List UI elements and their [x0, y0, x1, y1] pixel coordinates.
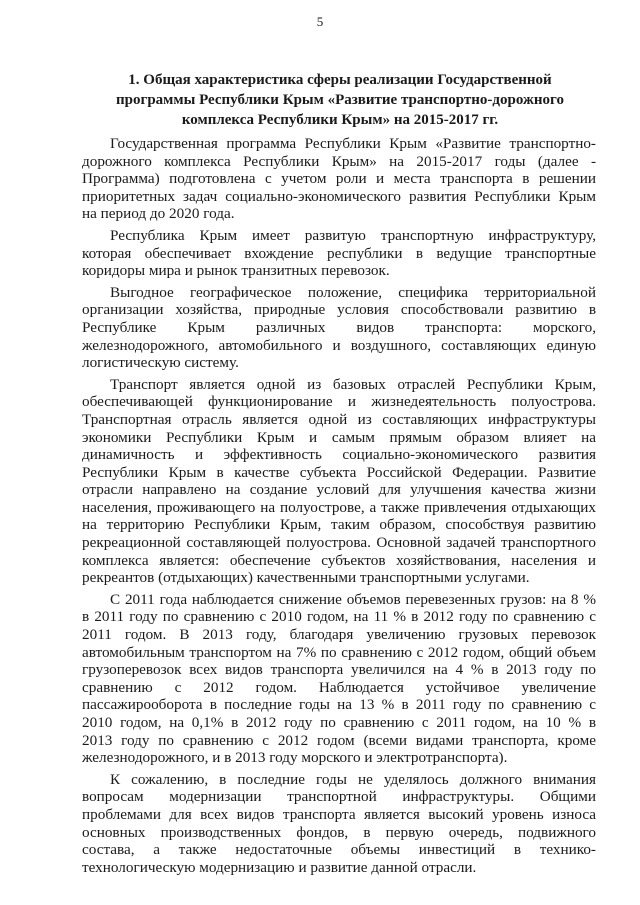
text-line: вопросам модернизации транспортной инфраструктуры. Общими [82, 788, 596, 806]
text-line: дорожного комплекса Республики Крым» на 2015-2017 годы (далее - [82, 152, 596, 170]
text-line: на период до 2020 года. [82, 205, 235, 223]
heading-line: 1. Общая характеристика сферы реализации Государственной [128, 72, 552, 88]
text-line: приоритетных задач социально-экономического развития Республики Крым [82, 187, 596, 205]
paragraph-geography [82, 284, 596, 372]
text-line: 2010 годом, на 0,1% в 2012 году по сравнению с 2011 годом, на 10 % в [82, 714, 596, 731]
paragraph-infrastructure [82, 227, 596, 280]
text-line: рекреационной составляющей полуострова. Основной задачей транспортного [82, 534, 596, 552]
text-line: Республики Крым в качестве субъекта Российской Федерации. Развитие [82, 463, 596, 481]
text-line: рекреантов (отдыхающих) качественными транспортными услугами. [82, 569, 530, 587]
text-line: населения, проживающего на полуострове, а также привлечения отдыхающих [82, 498, 596, 516]
text-line: состава, а также недостаточные объемы инвестиций в технико- [82, 841, 596, 859]
text-line: Выгодное географическое положение, специфика территориальной [110, 283, 596, 301]
text-line: технологическую модернизацию и развитие данной отрасли. [82, 858, 477, 876]
text-line: на территорию Республики Крым, таким образом, способствуя развитию [82, 516, 596, 534]
document-body [82, 135, 596, 880]
text-line: сравнению с 2012 годом. Наблюдается устойчивое увеличение [82, 678, 596, 696]
text-line: коридоры мира и рынок транзитных перевозок. [82, 262, 390, 280]
text-line: 2013 году по сравнению с 2012 годом (всеми видами транспорта, кроме [82, 731, 596, 749]
text-line: обеспечивающей функционирование и жизнедеятельность полуострова. [82, 393, 596, 411]
text-line: Транспорт является одной из базовых отраслей Республики Крым, [110, 375, 596, 393]
text-line: организации хозяйства, природные условия способствовали развитию в [82, 301, 596, 319]
text-line: 2011 годом. В 2013 году, благодаря увеличению грузовых перевозок [82, 626, 596, 644]
text-line: автомобильным транспортом на 7% по сравнению с 2012 годом, общий объем [82, 643, 596, 661]
paragraph-transport-sector [82, 376, 596, 587]
heading-line: программы Республики Крым «Развитие транспортно-дорожного [116, 92, 564, 108]
text-line: Республика Крым имеет развитую транспортную инфраструктуру, [110, 226, 596, 244]
heading-line: комплекса Республики Крым» на 2015-2017 гг. [181, 112, 499, 128]
text-line: динамичность и эффективность социально-экономического развития [82, 446, 596, 464]
text-line: пассажирооборота в последние годы на 13 % в 2011 году по сравнению с [82, 696, 596, 714]
text-line: Республике Крым различных видов транспорта: морского, [82, 318, 596, 336]
text-line: которая обеспечивает вхождение республики в ведущие транспортные [82, 244, 596, 262]
text-line: грузоперевозок всех видов транспорта увеличился на 4 % в 2013 году по [82, 661, 596, 679]
paragraph-freight-statistics [82, 591, 596, 767]
text-line: Государственная программа Республики Крым «Развитие транспортно- [110, 135, 596, 152]
text-line: железнодорожного, автомобильного и воздушного, составляющих единую [82, 336, 596, 354]
text-line: логистическую систему. [82, 354, 239, 372]
text-line: в 2011 году по сравнению с 2010 годом, на 11 % в 2012 году по сравнению с [82, 608, 596, 626]
text-line: Транспортная отрасль является одной из составляющих инфраструктуры [82, 410, 596, 428]
text-line: комплекса является: обеспечение субъектов хозяйствования, населения и [82, 551, 596, 569]
text-line: отрасли направлено на создание условий для улучшения качества жизни [82, 481, 596, 499]
text-line: железнодорожного, и в 2013 году морского и электротранспорта). [82, 749, 508, 767]
text-line: С 2011 года наблюдается снижение объемов перевезенных грузов: на 8 % [110, 590, 596, 608]
paragraph-program-overview [82, 135, 596, 223]
paragraph-modernization-problems [82, 771, 596, 877]
section-heading [100, 70, 580, 130]
text-line: проблемами для всех видов транспорта является высокий уровень износа [82, 805, 596, 823]
text-line: основных производственных фондов, в первую очередь, подвижного [82, 823, 596, 841]
text-line: Программа) подготовлена с учетом роли и места транспорта в решении [82, 170, 596, 188]
page-number: 5 [316, 14, 324, 29]
text-line: экономики Республики Крым и самым прямым образом влияет на [82, 428, 596, 446]
text-line: К сожалению, в последние годы не уделялось должного внимания [110, 770, 596, 788]
